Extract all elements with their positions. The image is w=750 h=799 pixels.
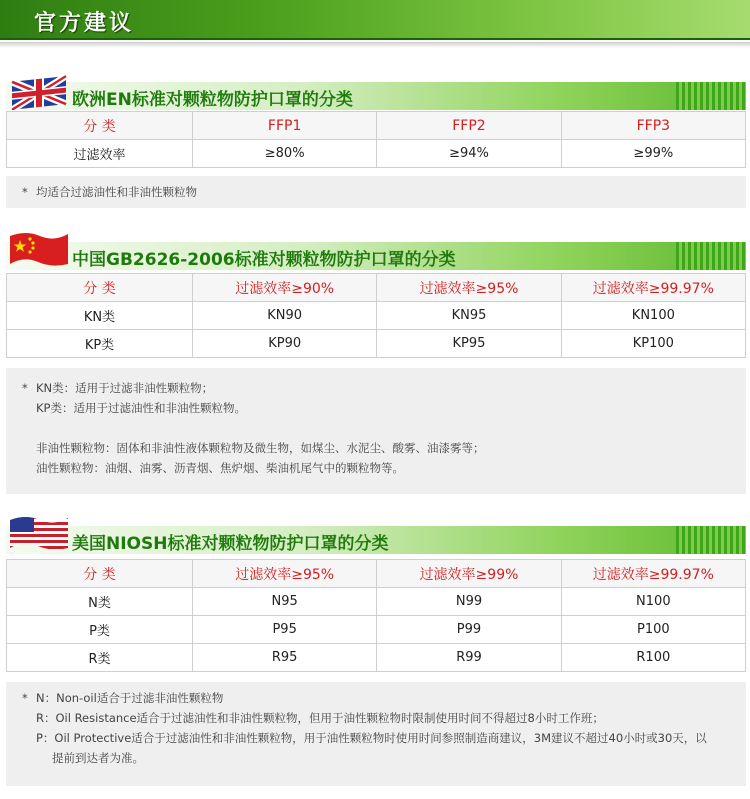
column-header: 过滤效率≥90%	[193, 274, 377, 302]
table-cell: N100	[561, 588, 745, 616]
section-title: 中国GB2626-2006标准对颗粒物防护口罩的分类	[72, 250, 456, 270]
table-row	[7, 302, 746, 330]
table-row	[7, 616, 746, 644]
section-title: 欧洲EN标准对颗粒物防护口罩的分类	[72, 90, 353, 110]
table-cell: ≥80%	[193, 140, 377, 168]
table-cell: KP90	[193, 330, 377, 358]
column-header: FFP1	[193, 112, 377, 140]
eu-table	[6, 111, 746, 168]
table-cell: R95	[193, 644, 377, 672]
table-cell: R100	[561, 644, 745, 672]
eu-notes	[6, 176, 746, 208]
note-line: KN类：适用于过滤非油性颗粒物；	[36, 381, 214, 395]
table-cell: R类	[7, 644, 193, 672]
table-header-row	[7, 274, 746, 302]
note-star: *	[22, 381, 28, 395]
title-bar-stripes	[676, 82, 746, 110]
usa-section	[6, 512, 746, 790]
table-cell: 过滤效率	[7, 140, 193, 168]
table-row	[7, 588, 746, 616]
table-cell: N95	[193, 588, 377, 616]
note-line: P：Oil Protective适合于过滤油性和非油性颗粒物，用于油性颗粒物时使用时间参照制造商建议，3M建议不超过40小时或30天，以	[36, 731, 707, 745]
page-title: 官方建议	[34, 11, 135, 36]
table-row	[7, 644, 746, 672]
table-row	[7, 330, 746, 358]
usa-flag-icon	[8, 512, 70, 554]
china-notes	[6, 368, 746, 494]
china-table	[6, 273, 746, 358]
column-header: 过滤效率≥99%	[377, 560, 561, 588]
usa-notes	[6, 682, 746, 786]
column-header: 分 类	[7, 112, 193, 140]
table-cell: P99	[377, 616, 561, 644]
note-star: *	[22, 185, 28, 199]
column-header: 过滤效率≥99.97%	[561, 560, 745, 588]
column-header: FFP3	[561, 112, 745, 140]
note-line: N：Non-oil适合于过滤非油性颗粒物	[36, 691, 224, 705]
section-title: 美国NIOSH标准对颗粒物防护口罩的分类	[72, 534, 389, 554]
china-section	[6, 228, 746, 496]
table-cell: KN类	[7, 302, 193, 330]
note-spacer	[22, 418, 746, 438]
table-cell: R99	[377, 644, 561, 672]
column-header: 分 类	[7, 274, 193, 302]
title-bar-stripes	[676, 242, 746, 270]
column-header: 过滤效率≥99.97%	[561, 274, 745, 302]
note-line: 油性颗粒物：油烟、油雾、沥青烟、焦炉烟、柴油机尾气中的颗粒物等。	[36, 461, 404, 475]
eu-section	[6, 72, 746, 212]
column-header: FFP2	[377, 112, 561, 140]
note-line: 提前到达者为准。	[52, 751, 144, 765]
table-header-row	[7, 560, 746, 588]
column-header: 过滤效率≥95%	[193, 560, 377, 588]
table-row	[7, 140, 746, 168]
table-cell: P类	[7, 616, 193, 644]
note-line: 非油性颗粒物：固体和非油性液体颗粒物及微生物，如煤尘、水泥尘、酸雾、油漆雾等；	[36, 441, 485, 455]
table-cell: P95	[193, 616, 377, 644]
column-header: 分 类	[7, 560, 193, 588]
note-line: R：Oil Resistance适合于过滤油性和非油性颗粒物，但用于油性颗粒物时限制使用时间不得超过8小时工作班；	[36, 711, 604, 725]
table-cell: KN90	[193, 302, 377, 330]
table-cell: ≥94%	[377, 140, 561, 168]
table-cell: P100	[561, 616, 745, 644]
table-cell: N99	[377, 588, 561, 616]
header-shadow	[0, 42, 750, 48]
table-cell: KN95	[377, 302, 561, 330]
table-cell: N类	[7, 588, 193, 616]
table-cell: ≥99%	[561, 140, 745, 168]
section-title-bar	[6, 242, 746, 270]
china-flag-icon	[8, 228, 70, 270]
note-line: 均适合过滤油性和非油性颗粒物	[36, 185, 197, 199]
title-bar-stripes	[676, 526, 746, 554]
table-header-row	[7, 112, 746, 140]
section-title-bar	[6, 82, 746, 110]
table-cell: KP100	[561, 330, 745, 358]
usa-table	[6, 559, 746, 672]
section-title-bar	[6, 526, 746, 554]
note-line: KP类：适用于过滤油性和非油性颗粒物。	[36, 401, 246, 415]
table-cell: KP95	[377, 330, 561, 358]
note-star: *	[22, 691, 28, 705]
uk-flag-icon	[10, 72, 70, 110]
column-header: 过滤效率≥95%	[377, 274, 561, 302]
table-cell: KN100	[561, 302, 745, 330]
page-header	[0, 0, 750, 40]
table-cell: KP类	[7, 330, 193, 358]
